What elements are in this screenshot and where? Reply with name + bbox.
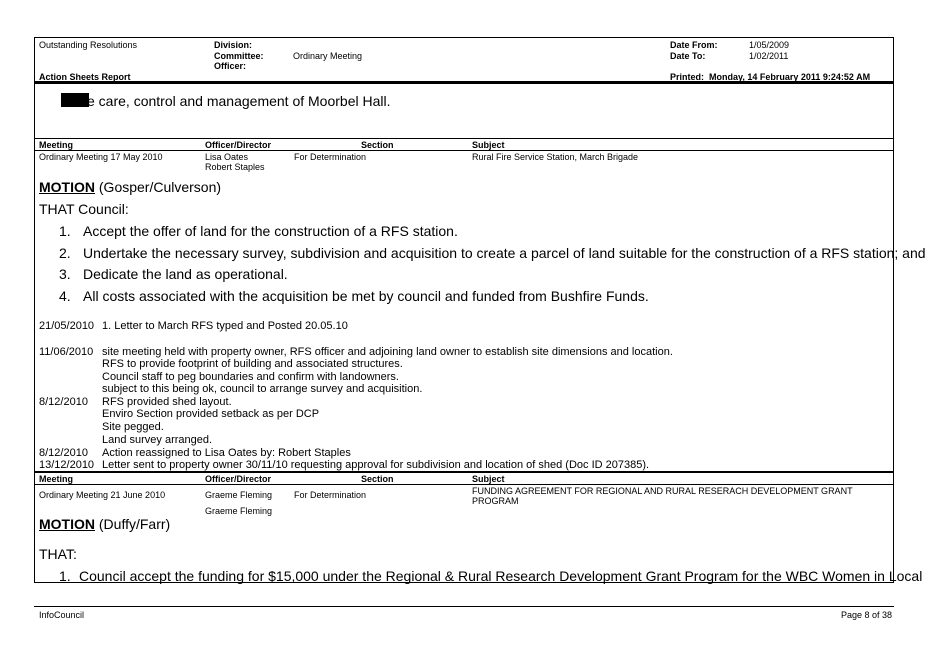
header-divider [34,82,894,84]
col-subject: Subject [472,140,505,150]
log-entry: Action reassigned to Lisa Oates by: Robert Staples [102,447,351,459]
log-entry: Land survey arranged. [102,434,213,446]
committee-value: Ordinary Meeting [293,51,363,61]
log-date: 8/12/2010 [39,447,88,459]
officer-label: Officer: [214,61,247,71]
log-date: 11/06/2010 [39,346,94,358]
item2-section: For Determination [294,490,367,500]
item2-motion [39,516,170,532]
col-meeting: Meeting [39,140,74,150]
log-date: 8/12/2010 [39,396,88,408]
continuation-text: e care, control and management of Moorbel Hall. [87,93,391,109]
log-entry: RFS to provide footprint of building and associated structures. [102,358,403,370]
col-subject: Subject [472,474,505,484]
footer-app-name: InfoCouncil [39,610,85,620]
log-entry: subject to this being ok, council to arrange survey and acquisition. [102,383,423,395]
col-officer: Officer/Director [205,140,272,150]
resolution-number: 1. [59,223,71,239]
item1-section: For Determination [294,152,367,162]
log-entry: Letter sent to property owner 30/11/10 requesting approval for subdivision and location of shed (Doc ID 207385). [102,459,650,471]
row-divider [34,150,894,151]
log-entry: Council staff to peg boundaries and confirm with landowners. [102,371,399,383]
log-entry: Enviro Section provided setback as per DCP [102,408,320,420]
col-section: Section [361,140,394,150]
printed-label: Printed: [670,72,705,82]
redaction-block [61,93,89,107]
item2-officer: Graeme Fleming [205,490,273,500]
log-entry: site meeting held with property owner, RFS officer and adjoining land owner to establish site dimensions and location. [102,346,673,358]
report-body [34,83,894,583]
col-officer: Officer/Director [205,474,272,484]
printed-value: Monday, 14 February 2011 9:24:52 AM [709,72,871,82]
report-type: Outstanding Resolutions [39,40,138,50]
item1-officer-2: Robert Staples [205,162,265,172]
resolution-text: All costs associated with the acquisition be met by council and funded from Bushfire Funds. [83,288,649,304]
item2-subject-2: PROGRAM [472,496,519,506]
motion-movers: (Duffy/Farr) [98,516,171,532]
motion-movers: (Gosper/Culverson) [98,179,222,195]
item2-meeting: Ordinary Meeting 21 June 2010 [39,490,166,500]
committee-label: Committee: [214,51,264,61]
resolution-number: 4. [59,288,71,304]
log-date: 13/12/2010 [39,459,95,471]
motion-label: MOTION [39,516,95,532]
resolution-number: 2. [59,245,71,261]
resolution-text: Council accept the funding for $15,000 under the Regional & Rural Research Development Grant Program for the WBC Women in Local [79,568,923,584]
col-meeting: Meeting [39,474,74,484]
log-entry: RFS provided shed layout. [102,396,232,408]
log-date: 21/05/2010 [39,320,95,332]
item1-meeting: Ordinary Meeting 17 May 2010 [39,152,163,162]
item1-officer: Lisa Oates [205,152,249,162]
row-divider [34,138,894,139]
item1-motion [39,179,221,195]
motion-label: MOTION [39,179,95,195]
item2-that: THAT: [39,546,77,562]
resolution-number: 1. [59,568,71,584]
date-from-label: Date From: [670,40,718,50]
report-name: Action Sheets Report [39,72,131,82]
row-divider [34,484,894,485]
division-label: Division: [214,40,253,50]
item1-that: THAT Council: [39,201,129,217]
resolution-text: Dedicate the land as operational. [83,266,288,282]
col-section: Section [361,474,394,484]
page-number: Page 8 of 38 [840,610,892,620]
resolution-text: Accept the offer of land for the construction of a RFS station. [83,223,458,239]
resolution-number: 3. [59,266,71,282]
date-to-label: Date To: [670,51,706,61]
log-entry: Site pegged. [102,421,164,433]
log-entry: 1. Letter to March RFS typed and Posted 20.05.10 [102,320,348,332]
date-from-value: 1/05/2009 [749,40,790,50]
row-divider [34,471,894,473]
resolution-text: Undertake the necessary survey, subdivision and acquisition to create a parcel of land suitable for the construction of a RFS station; and [83,245,926,261]
date-to-value: 1/02/2011 [749,51,789,61]
item1-subject: Rural Fire Service Station, March Brigade [472,152,639,162]
footer-divider [34,606,894,607]
item2-subject: FUNDING AGREEMENT FOR REGIONAL AND RURAL RESERACH DEVELOPMENT GRANT [472,486,853,496]
item2-officer-2: Graeme Fleming [205,506,273,516]
